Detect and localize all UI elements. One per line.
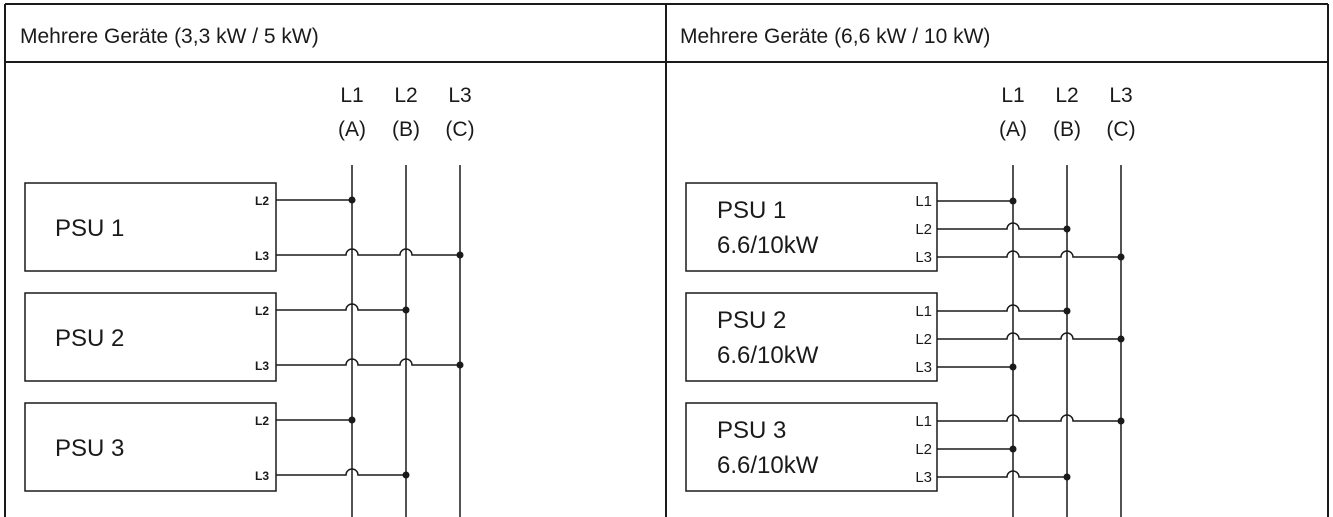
- left-psu-2-wire-2: [276, 359, 460, 365]
- right-psu-2-wire-1: [937, 305, 1067, 311]
- left-psu-2-box: [25, 293, 276, 381]
- right-psu-3-junction-3: [1064, 474, 1071, 481]
- right-phase-label-l3: L3: [1109, 84, 1133, 107]
- wiring-layer: [276, 165, 1125, 517]
- left-phase-sub-l2: (B): [392, 118, 420, 141]
- right-psu-1-box: [686, 183, 937, 271]
- right-psu-2-subtitle: 6.6/10kW: [717, 342, 819, 369]
- left-psu-2-junction-1: [403, 307, 410, 314]
- right-psu-1-terminal-l2: L2: [915, 221, 932, 238]
- right-phase-sub-l2: (B): [1053, 118, 1081, 141]
- left-psu-3-junction-2: [403, 472, 410, 479]
- left-psu-3-terminal-l3: L3: [254, 469, 269, 483]
- right-psu-3-terminal-l1: L1: [915, 413, 932, 430]
- right-psu-3-terminal-l2: L2: [915, 441, 932, 458]
- right-psu-1-title: PSU 1: [717, 197, 787, 224]
- right-psu-1-junction-2: [1064, 226, 1071, 233]
- left-phase-sub-l3: (C): [445, 118, 475, 141]
- right-psu-2-box: [686, 293, 937, 381]
- left-psu-1-terminal-l3: L3: [254, 249, 269, 263]
- right-psu-2-terminal-l1: L1: [915, 303, 932, 320]
- right-psu-3-junction-2: [1010, 446, 1017, 453]
- right-psu-2-title: PSU 2: [717, 307, 787, 334]
- right-psu-2-junction-3: [1010, 364, 1017, 371]
- right-psu-3-subtitle: 6.6/10kW: [717, 452, 819, 479]
- left-phase-label-l3: L3: [448, 84, 472, 107]
- right-panel-header: Mehrere Geräte (6,6 kW / 10 kW): [680, 25, 991, 48]
- right-psu-2-terminal-l3: L3: [915, 359, 932, 376]
- right-phase-label-l2: L2: [1055, 84, 1079, 107]
- right-psu-1-wire-2: [937, 223, 1067, 229]
- right-psu-1-terminal-l3: L3: [915, 249, 932, 266]
- right-psu-1-wire-3: [937, 251, 1121, 257]
- left-phase-sub-l1: (A): [338, 118, 366, 141]
- right-psu-3-title: PSU 3: [717, 417, 787, 444]
- left-psu-1-title: PSU 1: [55, 215, 125, 242]
- right-psu-2-junction-2: [1118, 336, 1125, 343]
- left-psu-1-terminal-l2: L2: [254, 194, 269, 208]
- left-psu-2-wire-1: [276, 304, 406, 310]
- left-psu-1-wire-2: [276, 249, 460, 255]
- left-psu-3-box: [25, 403, 276, 491]
- left-psu-2-terminal-l2: L2: [254, 304, 269, 318]
- left-psu-1-junction-2: [457, 252, 464, 259]
- left-phase-label-l1: L1: [340, 84, 364, 107]
- right-psu-1-terminal-l1: L1: [915, 193, 932, 210]
- right-psu-2-junction-1: [1064, 308, 1071, 315]
- left-psu-1-junction-1: [349, 197, 356, 204]
- right-psu-1-subtitle: 6.6/10kW: [717, 232, 819, 259]
- right-psu-3-terminal-l3: L3: [915, 469, 932, 486]
- right-phase-label-l1: L1: [1001, 84, 1025, 107]
- right-psu-3-junction-1: [1118, 418, 1125, 425]
- left-psu-1-box: [25, 183, 276, 271]
- right-psu-3-box: [686, 403, 937, 491]
- right-psu-2-wire-2: [937, 333, 1121, 339]
- right-psu-1-junction-3: [1118, 254, 1125, 261]
- right-psu-3-wire-3: [937, 471, 1067, 477]
- table-frame: [5, 4, 1328, 517]
- right-phase-sub-l3: (C): [1106, 118, 1136, 141]
- right-psu-3-wire-1: [937, 415, 1121, 421]
- right-phase-sub-l1: (A): [999, 118, 1027, 141]
- right-psu-1-junction-1: [1010, 198, 1017, 205]
- right-psu-2-terminal-l2: L2: [915, 331, 932, 348]
- left-phase-label-l2: L2: [394, 84, 418, 107]
- left-panel-header: Mehrere Geräte (3,3 kW / 5 kW): [20, 25, 319, 48]
- left-psu-3-junction-1: [349, 417, 356, 424]
- left-psu-2-junction-2: [457, 362, 464, 369]
- left-psu-3-title: PSU 3: [55, 435, 125, 462]
- left-psu-3-wire-2: [276, 469, 406, 475]
- left-psu-2-title: PSU 2: [55, 325, 125, 352]
- left-psu-3-terminal-l2: L2: [254, 414, 269, 428]
- left-psu-2-terminal-l3: L3: [254, 359, 269, 373]
